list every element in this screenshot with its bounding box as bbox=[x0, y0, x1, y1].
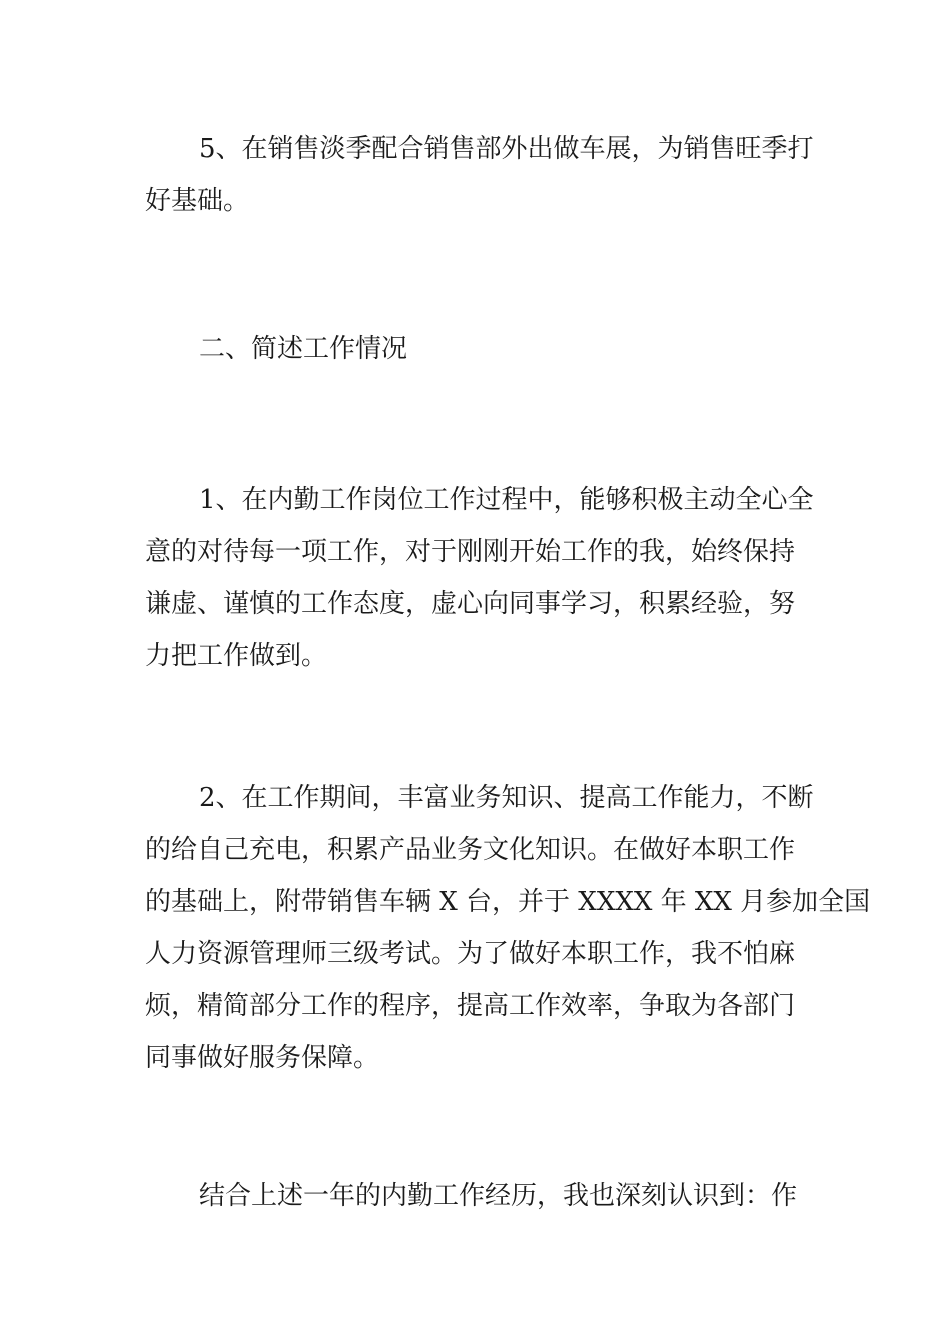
text-line: 谦虚、谨慎的工作态度，虚心向同事学习，积累经验，努 bbox=[145, 589, 796, 619]
section-heading bbox=[145, 323, 807, 375]
text-line: 烦，精简部分工作的程序，提高工作效率，争取为各部门 bbox=[145, 991, 796, 1021]
text-line: 人力资源管理师三级考试。为了做好本职工作，我不怕麻 bbox=[145, 939, 796, 969]
text-line: 5、在销售淡季配合销售部外出做车展，为销售旺季打 bbox=[199, 134, 814, 164]
heading-text: 二、简述工作情况 bbox=[199, 334, 408, 364]
text-line: 1、在内勤工作岗位工作过程中，能够积极主动全心全 bbox=[199, 485, 814, 515]
paragraph-item-1 bbox=[145, 474, 814, 682]
text-line: 的基础上，附带销售车辆 X 台，并于 XXXX 年 XX 月参加全国 bbox=[145, 887, 871, 917]
text-line: 同事做好服务保障。 bbox=[145, 1043, 380, 1073]
text-line: 力把工作做到。 bbox=[145, 641, 328, 671]
paragraph-item-5 bbox=[145, 123, 814, 227]
text-line: 意的对待每一项工作，对于刚刚开始工作的我，始终保持 bbox=[145, 537, 796, 567]
text-line: 2、在工作期间，丰富业务知识、提高工作能力，不断 bbox=[199, 783, 814, 813]
text-line: 结合上述一年的内勤工作经历，我也深刻认识到：作 bbox=[199, 1181, 798, 1211]
text-line: 好基础。 bbox=[145, 186, 250, 216]
text-line: 的给自己充电，积累产品业务文化知识。在做好本职工作 bbox=[145, 835, 796, 865]
paragraph-item-2 bbox=[145, 772, 871, 1084]
paragraph-summary bbox=[145, 1170, 807, 1222]
